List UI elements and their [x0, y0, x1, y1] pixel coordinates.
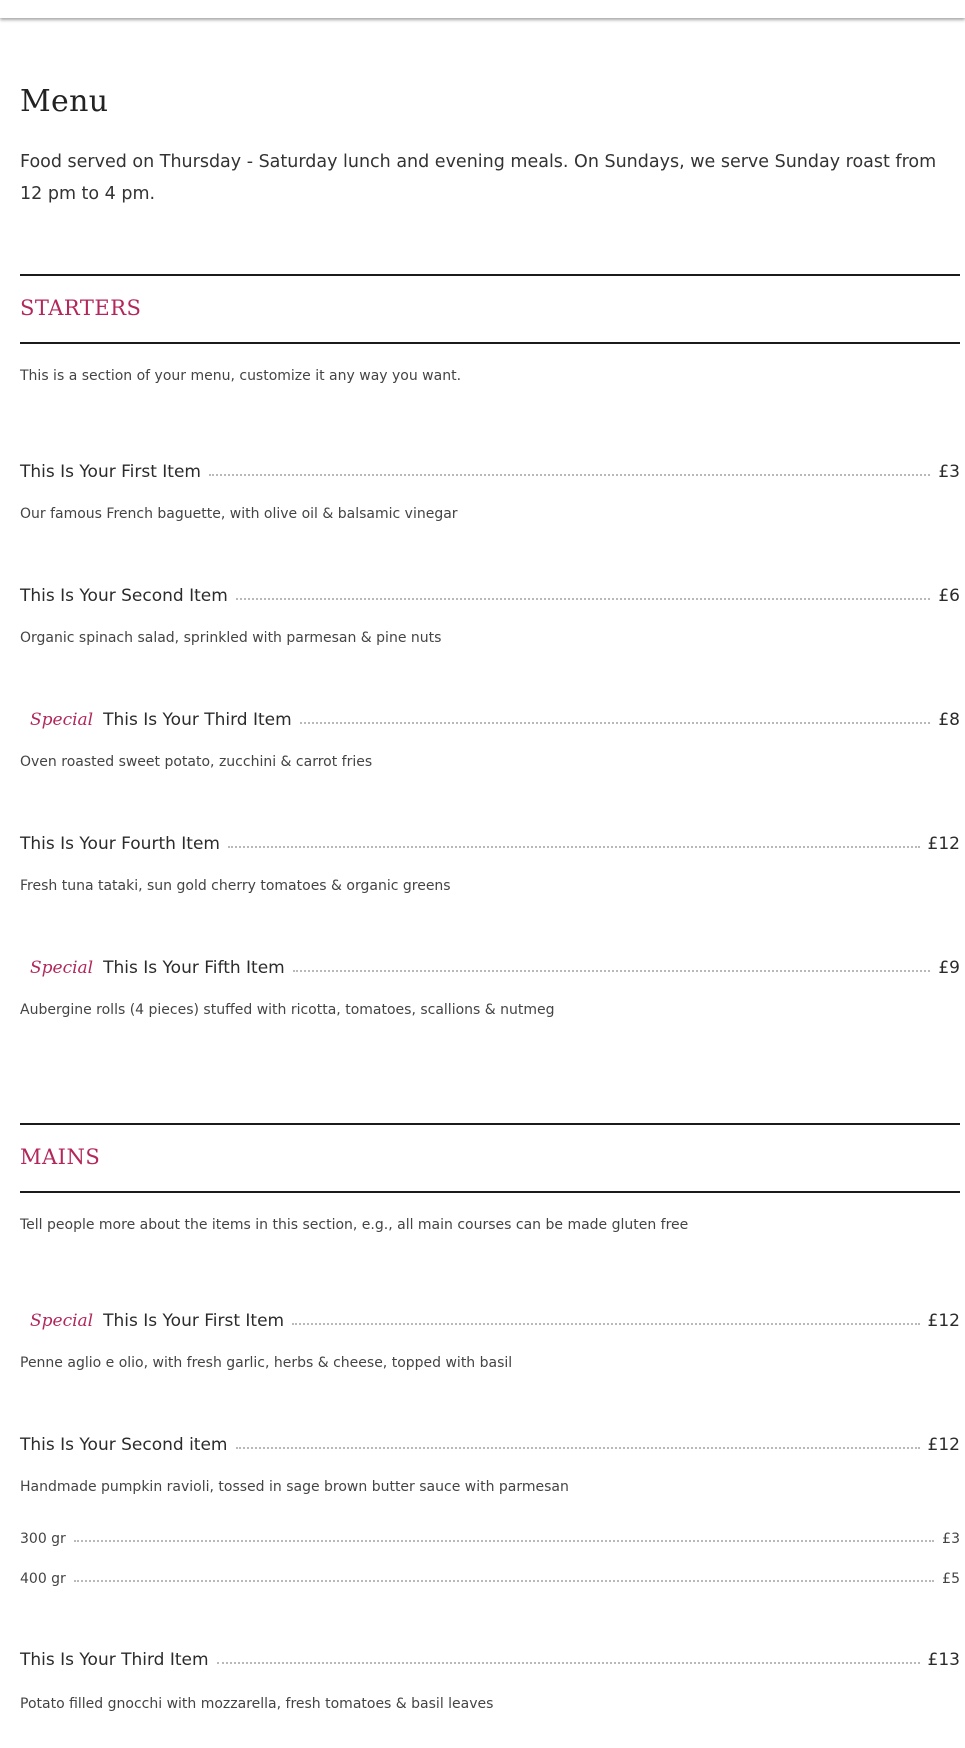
top-bar: [0, 0, 965, 18]
item-variant-row: [20, 1571, 960, 1587]
special-badge: Special: [30, 1311, 94, 1331]
item-description: Fresh tuna tataki, sun gold cherry tomatoes & organic greens: [20, 878, 451, 894]
dotted-leader: [236, 1447, 920, 1449]
dotted-leader: [300, 722, 931, 724]
item-name: This Is Your Third Item: [103, 710, 292, 730]
special-badge: Special: [30, 710, 94, 730]
item-name: This Is Your First Item: [103, 1311, 285, 1331]
item-description: Organic spinach salad, sprinkled with parmesan & pine nuts: [20, 630, 442, 646]
menu-item-row: [20, 1650, 960, 1670]
item-description: Penne aglio e olio, with fresh garlic, herbs & cheese, topped with basil: [20, 1355, 513, 1371]
item-description: Handmade pumpkin ravioli, tossed in sage brown butter sauce with parmesan: [20, 1479, 569, 1495]
menu-item-row: [20, 834, 960, 854]
section-description: This is a section of your menu, customize it any way you want.: [20, 368, 462, 384]
item-name: This Is Your Third Item: [20, 1650, 209, 1670]
item-price: £12: [927, 1311, 960, 1331]
menu-item-row: [20, 710, 960, 730]
item-name: This Is Your First Item: [20, 462, 201, 482]
item-description: Oven roasted sweet potato, zucchini & carrot fries: [20, 754, 373, 770]
dotted-leader: [74, 1580, 934, 1582]
dotted-leader: [292, 1323, 919, 1325]
dotted-leader: [209, 474, 930, 476]
item-name: This Is Your Fifth Item: [103, 958, 285, 978]
special-badge: Special: [30, 958, 94, 978]
section-top-rule: [20, 274, 960, 276]
section-title: STARTERS: [20, 296, 142, 320]
dotted-leader: [217, 1662, 920, 1664]
menu-item-row: [20, 1311, 960, 1331]
item-price: £6: [938, 586, 960, 606]
section-top-rule: [20, 1123, 960, 1125]
dotted-leader: [293, 970, 931, 972]
section-title: MAINS: [20, 1145, 101, 1169]
section-bottom-rule: [20, 1191, 960, 1193]
item-price: £3: [938, 462, 960, 482]
variant-price: £5: [942, 1571, 960, 1587]
item-variant-row: [20, 1531, 960, 1547]
dotted-leader: [74, 1540, 934, 1542]
item-description: Potato filled gnocchi with mozzarella, fresh tomatoes & basil leaves: [20, 1696, 494, 1712]
item-price: £9: [938, 958, 960, 978]
menu-item-row: [20, 958, 960, 978]
item-name: This Is Your Second item: [20, 1435, 228, 1455]
menu-item-row: [20, 462, 960, 482]
page-title: Menu: [20, 84, 109, 119]
section-description: Tell people more about the items in this section, e.g., all main courses can be made gluten free: [20, 1217, 689, 1233]
menu-item-row: [20, 1435, 960, 1455]
item-name: This Is Your Second Item: [20, 586, 228, 606]
item-price: £8: [938, 710, 960, 730]
variant-name: 300 gr: [20, 1531, 66, 1547]
item-price: £13: [927, 1650, 960, 1670]
variant-price: £3: [942, 1531, 960, 1547]
variant-name: 400 gr: [20, 1571, 66, 1587]
item-description: Aubergine rolls (4 pieces) stuffed with ricotta, tomatoes, scallions & nutmeg: [20, 1002, 555, 1018]
item-description: Our famous French baguette, with olive oil & balsamic vinegar: [20, 506, 458, 522]
item-name: This Is Your Fourth Item: [20, 834, 220, 854]
item-price: £12: [927, 1435, 960, 1455]
dotted-leader: [228, 846, 920, 848]
dotted-leader: [236, 598, 931, 600]
menu-intro: Food served on Thursday - Saturday lunch and evening meals. On Sundays, we serve Sunday roast from 12 pm to 4 pm.: [20, 152, 937, 204]
section-bottom-rule: [20, 342, 960, 344]
menu-item-row: [20, 586, 960, 606]
item-price: £12: [927, 834, 960, 854]
